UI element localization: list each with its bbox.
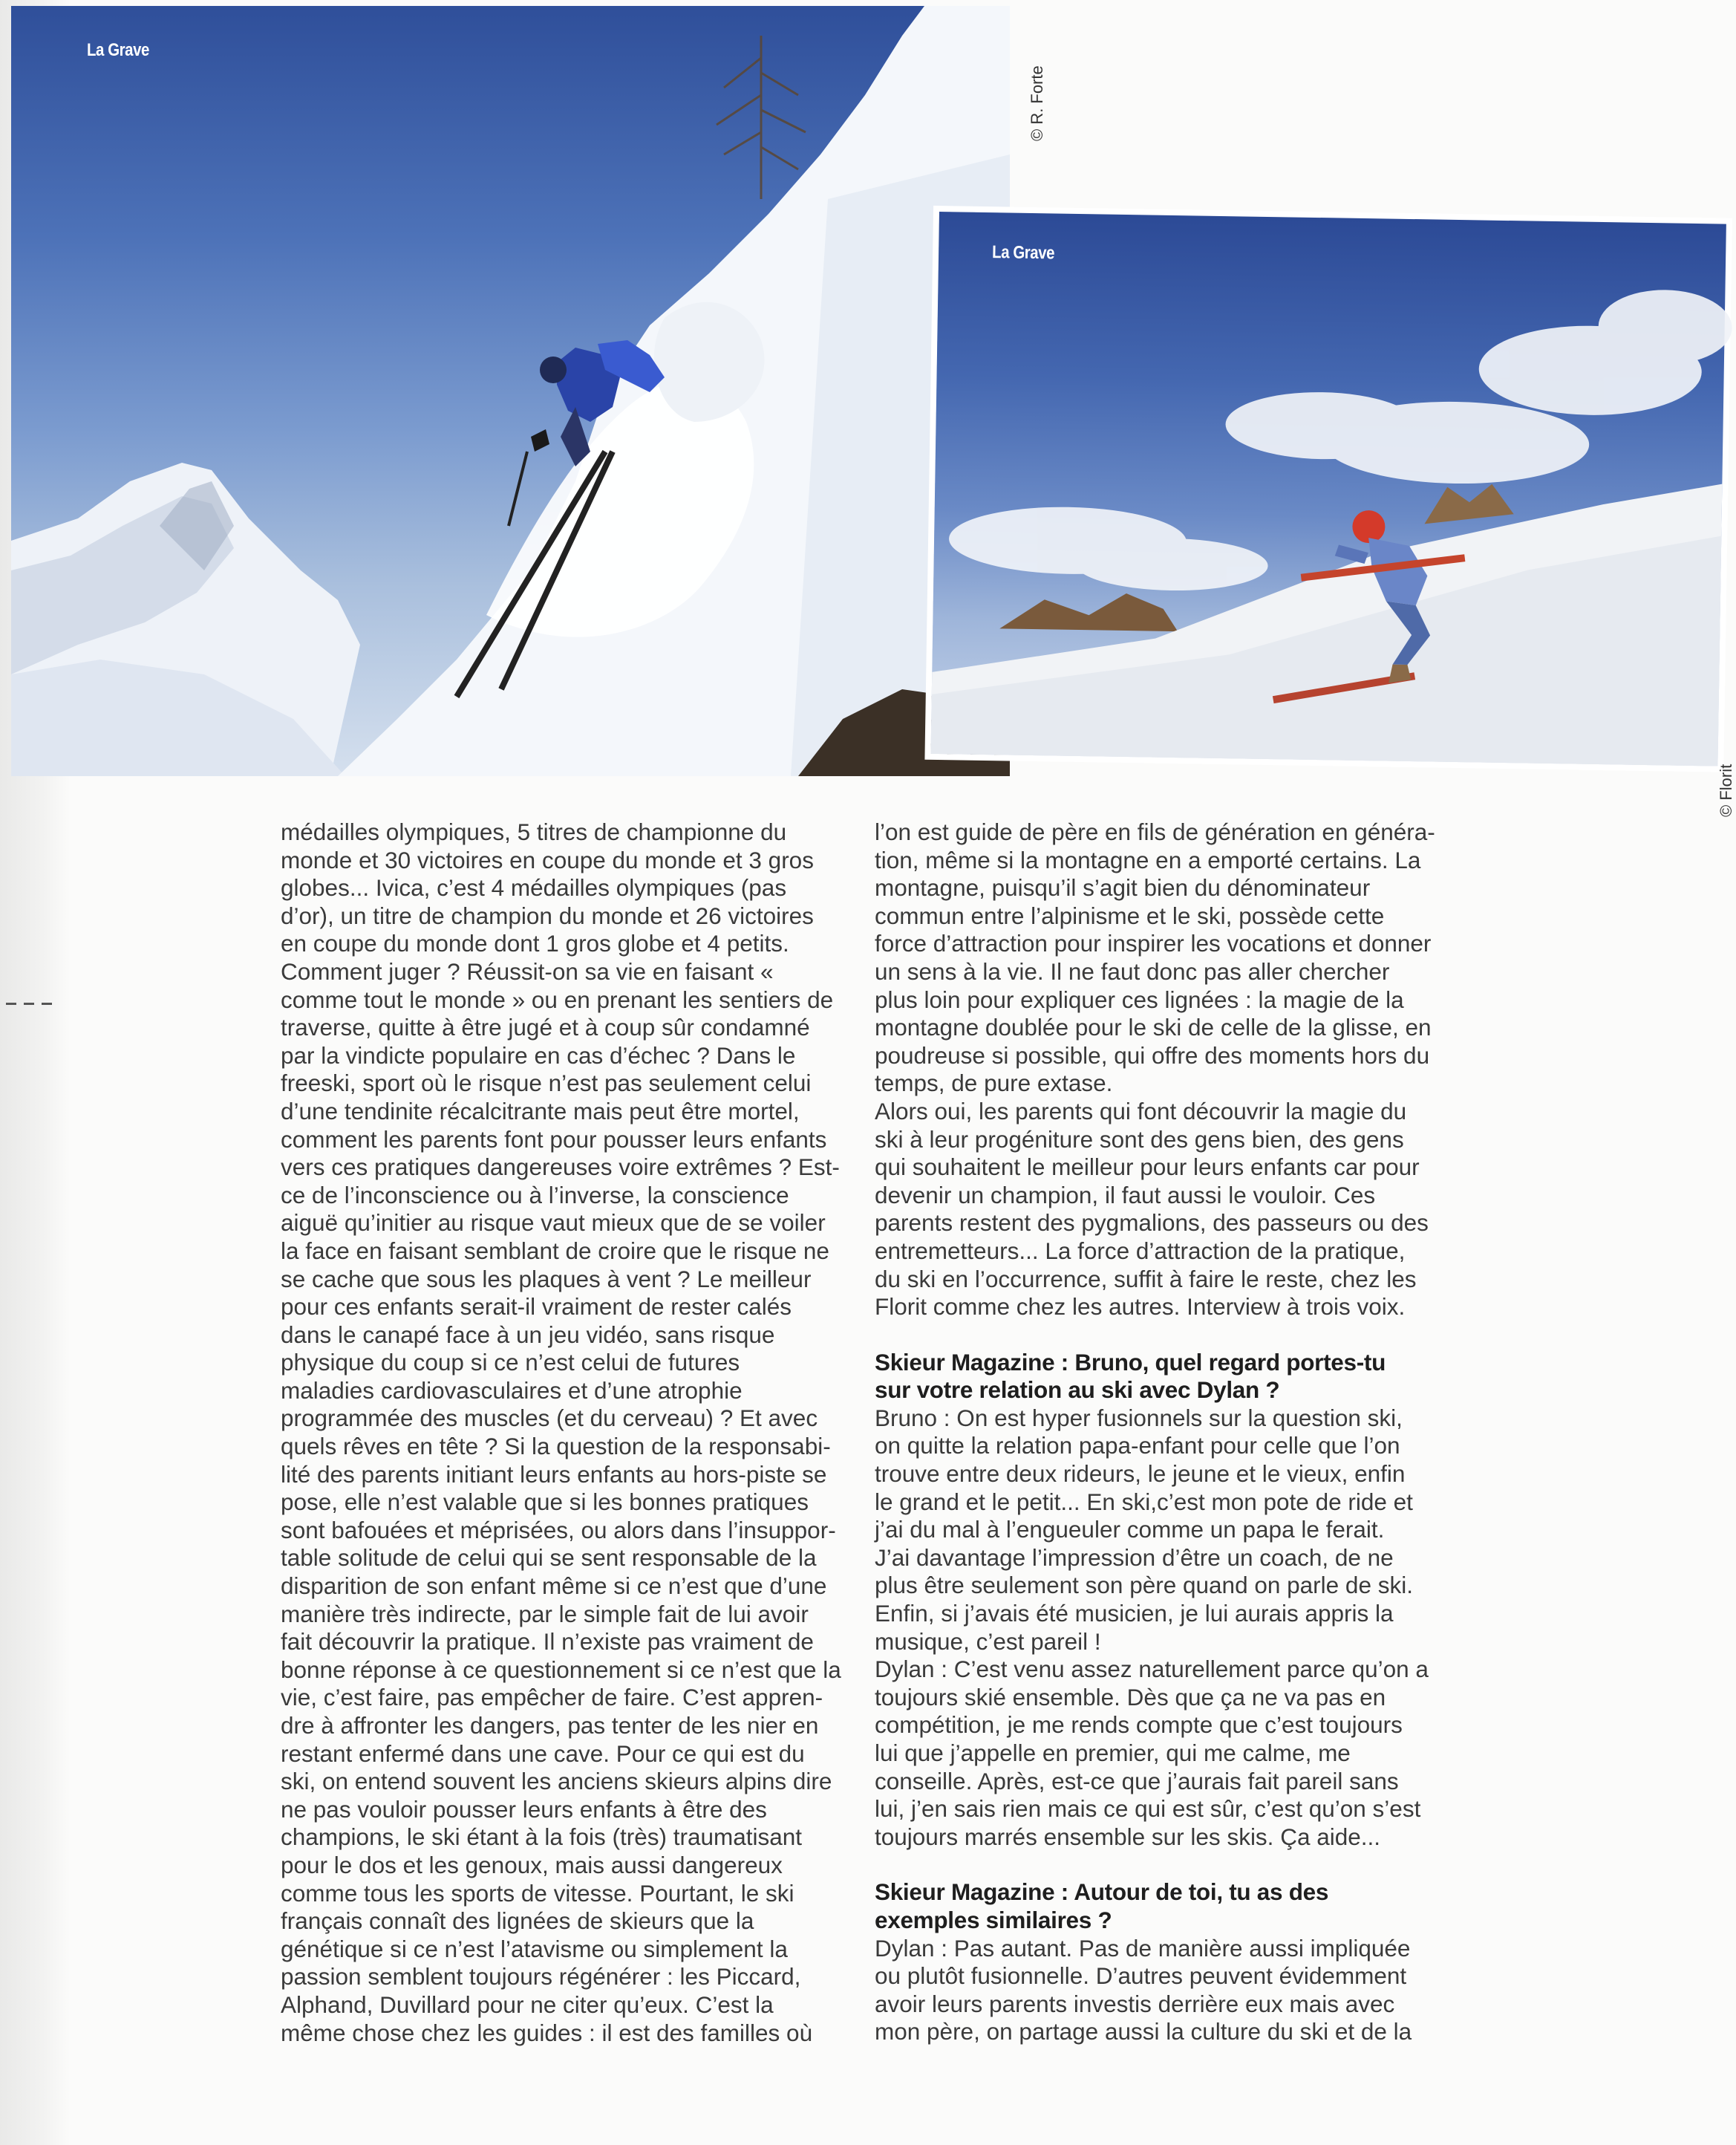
- text-line: toujours marrés ensemble sur les skis. Ça aide...: [875, 1823, 1381, 1850]
- text-line: sont bafouées et méprisées, ou alors dans l’insuppor-: [281, 1516, 836, 1543]
- text-line: en coupe du monde dont 1 gros globe et 4 petits.: [281, 930, 789, 957]
- interview-question: [875, 1349, 1454, 1404]
- text-line: un sens à la vie. Il ne faut donc pas aller chercher: [875, 957, 1390, 985]
- article-paragraph: [281, 818, 845, 2047]
- text-line: dans le canapé face à un jeu vidéo, sans risque: [281, 1321, 775, 1348]
- text-line: Comment juger ? Réussit-on sa vie en faisant «: [281, 957, 774, 985]
- text-line: ne pas vouloir pousser leurs enfants à être des: [281, 1795, 767, 1823]
- text-line: montagne, puisqu’il s’agit bien du dénominateur: [875, 874, 1371, 902]
- text-line: comment les parents font pour pousser leurs enfants: [281, 1125, 827, 1153]
- text-line: Skieur Magazine : Bruno, quel regard portes-tu: [875, 1348, 1386, 1376]
- photo-skier-powder-graphic: [11, 6, 1010, 776]
- text-line: d’une tendinite récalcitrante mais peut être mortel,: [281, 1097, 800, 1124]
- text-line: se cache que sous les plaques à vent ? Le meilleur: [281, 1265, 812, 1292]
- text-line: passion semblent toujours régénérer : les Piccard,: [281, 1963, 801, 1991]
- text-line: français connaît des lignées de skieurs que la: [281, 1907, 754, 1935]
- text-line: plus loin pour expliquer ces lignées : la magie de la: [875, 986, 1404, 1013]
- text-line: physique du coup si ce n’est celui de futures: [281, 1349, 740, 1376]
- photo-skier-powder: [11, 6, 1010, 776]
- text-line: temps, de pure extase.: [875, 1070, 1113, 1097]
- text-line: champions, le ski étant à la fois (très) traumatisant: [281, 1823, 803, 1851]
- text-line: manière très indirecte, par le simple fait de lui avoir: [281, 1600, 809, 1627]
- text-line: Alors oui, les parents qui font découvrir la magie du: [875, 1097, 1407, 1124]
- text-line: bonne réponse à ce questionnement si ce n’est que la: [281, 1656, 841, 1683]
- text-line: plus être seulement son père quand on parle de ski.: [875, 1572, 1413, 1599]
- text-line: lui, j’en sais rien mais ce qui est sûr, c’est qu’on s’est: [875, 1795, 1421, 1823]
- text-line: J’ai davantage l’impression d’être un coach, de ne: [875, 1543, 1394, 1571]
- text-line: Dylan : C’est venu assez naturellement parce qu’on a: [875, 1656, 1429, 1683]
- text-line: conseille. Après, est-ce que j’aurais fait pareil sans: [875, 1767, 1399, 1794]
- interview-answer: [875, 1935, 1454, 2046]
- text-line: commun entre l’alpinisme et le ski, possède cette: [875, 902, 1385, 929]
- text-line: disparition de son enfant même si ce n’est que d’une: [281, 1572, 827, 1600]
- text-line: lité des parents initiant leurs enfants au hors-piste se: [281, 1460, 827, 1488]
- text-line: lui que j’appelle en premier, qui me calme, me: [875, 1739, 1351, 1766]
- text-line: ou plutôt fusionnelle. D’autres peuvent évidemment: [875, 1962, 1407, 1990]
- text-line: dre à affronter les dangers, pas tenter de les nier en: [281, 1712, 819, 1739]
- text-line: monde et 30 victoires en coupe du monde et 3 gros: [281, 846, 814, 873]
- article-column-right: [875, 818, 1454, 2046]
- text-line: avoir leurs parents investis derrière eux mais avec: [875, 1990, 1395, 2017]
- photo-skier-slope-graphic: [931, 212, 1726, 766]
- text-line: ski à leur progéniture sont des gens bien, des gens: [875, 1125, 1404, 1153]
- text-line: mon père, on partage aussi la culture du ski et de la: [875, 2018, 1412, 2045]
- text-line: Alphand, Duvillard pour ne citer qu’eux. C’est la: [281, 1991, 774, 2018]
- text-line: musique, c’est pareil !: [875, 1627, 1101, 1655]
- text-line: ce de l’inconscience ou à l’inverse, la conscience: [281, 1181, 789, 1208]
- text-line: table solitude de celui qui se sent responsable de la: [281, 1544, 817, 1572]
- text-line: compétition, je me rends compte que c’est toujours: [875, 1711, 1403, 1739]
- text-line: d’or), un titre de champion du monde et 26 victoires: [281, 902, 814, 929]
- text-line: poudreuse si possible, qui offre des moments hors du: [875, 1041, 1430, 1069]
- text-line: du ski en l’occurrence, suffit à faire le reste, chez les: [875, 1265, 1417, 1292]
- text-line: montagne doublée pour le ski de celle de la glisse, en: [875, 1014, 1432, 1041]
- text-line: exemples similaires ?: [875, 1906, 1112, 1933]
- text-line: quels rêves en tête ? Si la question de la responsabi-: [281, 1433, 831, 1460]
- photo-credit: © R. Forte: [1028, 65, 1046, 141]
- text-line: Dylan : Pas autant. Pas de manière aussi impliquée: [875, 1934, 1411, 1962]
- text-line: même chose chez les guides : il est des familles où: [281, 2019, 813, 2046]
- text-line: comme tout le monde » ou en prenant les sentiers de: [281, 986, 834, 1013]
- text-line: devenir un champion, il faut aussi le vouloir. Ces: [875, 1181, 1376, 1208]
- interview-question: [875, 1878, 1454, 1934]
- location-label: La Grave: [87, 40, 149, 60]
- text-line: globes... Ivica, c’est 4 médailles olympiques (pas: [281, 874, 787, 902]
- text-line: vie, c’est faire, pas empêcher de faire. C’est appren-: [281, 1684, 823, 1711]
- text-line: l’on est guide de père en fils de génération en généra-: [875, 818, 1435, 845]
- text-line: entremetteurs... La force d’attraction de la pratique,: [875, 1237, 1406, 1264]
- text-line: médailles olympiques, 5 titres de championne du: [281, 818, 787, 845]
- text-line: pour le dos et les genoux, mais aussi dangereux: [281, 1851, 783, 1878]
- text-line: sur votre relation au ski avec Dylan ?: [875, 1376, 1280, 1404]
- text-line: restant enfermé dans une cave. Pour ce qui est du: [281, 1739, 805, 1767]
- text-line: aiguë qu’initier au risque vaut mieux que de se voiler: [281, 1209, 826, 1237]
- text-line: Florit comme chez les autres. Interview à trois voix.: [875, 1293, 1406, 1321]
- text-line: force d’attraction pour inspirer les vocations et donner: [875, 930, 1432, 957]
- text-line: Bruno : On est hyper fusionnels sur la question ski,: [875, 1404, 1403, 1431]
- scan-mark: [6, 995, 73, 1001]
- text-line: qui souhaitent le meilleur pour leurs enfants car pour: [875, 1153, 1420, 1181]
- text-line: génétique si ce n’est l’atavisme ou simplement la: [281, 1935, 788, 1962]
- text-line: freeski, sport où le risque n’est pas seulement celui: [281, 1070, 812, 1097]
- text-line: traverse, quitte à être jugé et à coup sûr condamné: [281, 1014, 810, 1041]
- text-line: fait découvrir la pratique. Il n’existe pas vraiment de: [281, 1628, 814, 1656]
- text-line: trouve entre deux rideurs, le jeune et le vieux, enfin: [875, 1460, 1406, 1488]
- text-line: programmée des muscles (et du cerveau) ? Et avec: [281, 1404, 818, 1432]
- text-line: Enfin, si j’avais été musicien, je lui aurais appris la: [875, 1600, 1394, 1627]
- article-intro-paragraph: [875, 818, 1454, 1321]
- text-line: la face en faisant semblant de croire que le risque ne: [281, 1237, 829, 1264]
- text-line: pour ces enfants serait-il vraiment de rester calés: [281, 1293, 792, 1321]
- text-line: maladies cardiovasculaires et d’une atrophie: [281, 1376, 743, 1404]
- text-line: j’ai du mal à l’engueuler comme un papa le ferait.: [875, 1516, 1385, 1543]
- text-line: parents restent des pygmalions, des passeurs ou des: [875, 1209, 1429, 1237]
- text-line: tion, même si la montagne en a emporté certains. La: [875, 846, 1421, 873]
- interview-answer: [875, 1404, 1454, 1852]
- text-line: toujours skié ensemble. Dès que ça ne va pas en: [875, 1683, 1386, 1711]
- text-line: le grand et le petit... En ski,c’est mon pote de ride et: [875, 1488, 1413, 1515]
- text-line: on quitte la relation papa-enfant pour celle que l’on: [875, 1432, 1400, 1459]
- location-label: La Grave: [991, 242, 1055, 264]
- text-line: par la vindicte populaire en cas d’échec ? Dans le: [281, 1041, 796, 1069]
- text-line: ski, on entend souvent les anciens skieurs alpins dire: [281, 1768, 832, 1795]
- text-line: pose, elle n’est valable que si les bonnes pratiques: [281, 1488, 809, 1516]
- text-line: Skieur Magazine : Autour de toi, tu as des: [875, 1878, 1329, 1906]
- photo-credit: © Florit: [1717, 764, 1735, 817]
- text-line: comme tous les sports de vitesse. Pourtant, le ski: [281, 1879, 794, 1907]
- photo-skier-slope: [931, 212, 1726, 766]
- article-column-left: [281, 818, 845, 2047]
- text-line: vers ces pratiques dangereuses voire extrêmes ? Est-: [281, 1153, 840, 1181]
